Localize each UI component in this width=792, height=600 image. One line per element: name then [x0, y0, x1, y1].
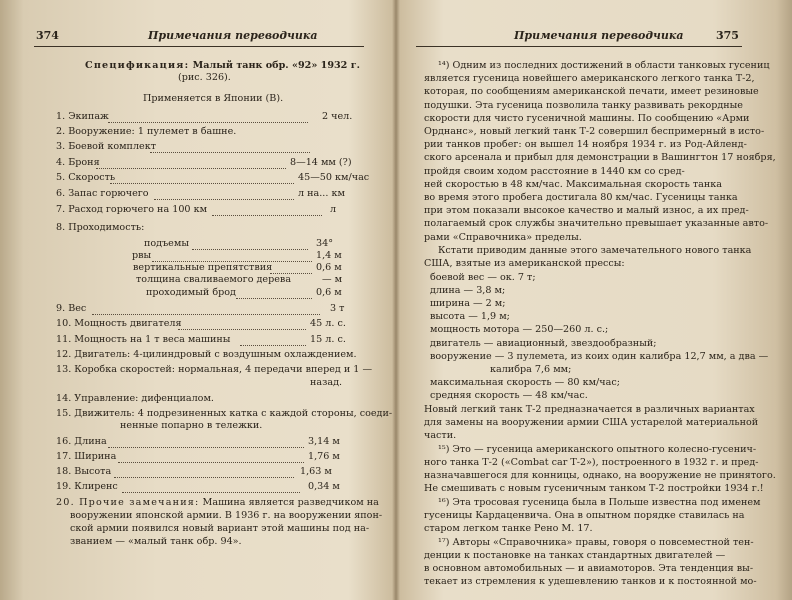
- text-line: текает из стремления к удешевлению танков и к постоянной мо-: [424, 576, 757, 588]
- text-line: при этом показали высокое качество и малый износ, а их пред-: [424, 205, 749, 217]
- spec-13-line1: 13. Коробка скоростей: нормальная, 4 передачи вперед и 1 —: [56, 364, 373, 375]
- spec-5-value: 45—50 км/час: [298, 172, 370, 183]
- text-line: ней скоростью в 48 км/час. Максимальная скорость танка: [424, 178, 722, 190]
- text-line: двигатель — авиационный, звездообразный;: [430, 337, 657, 349]
- spec-13-line2: назад.: [310, 377, 343, 388]
- text-line: рами «Справочника» пределы.: [424, 231, 582, 243]
- passability-2-label: рвы: [132, 250, 152, 261]
- text-line: США, взятые из американской прессы:: [424, 258, 625, 270]
- passability-1-value: 34°: [316, 238, 334, 249]
- spec-17-label: 17. Ширина: [56, 451, 117, 462]
- leader-dots: [240, 344, 306, 346]
- leader-dots: [92, 313, 320, 315]
- passability-3-value: 0,6 м: [316, 262, 342, 273]
- leader-dots: [150, 151, 310, 153]
- text-line: вооружение — 3 пулемета, из коих один калибра 12,7 мм, а два —: [430, 350, 769, 362]
- spec-11-label: 11. Мощность на 1 т веса машины: [56, 334, 231, 345]
- spec-15-line2: ненные попарно в тележки.: [120, 420, 263, 431]
- leader-dots: [178, 328, 306, 330]
- leader-dots: [108, 121, 308, 123]
- spec-20-text: Машина является разведчиком на: [202, 497, 379, 508]
- passability-4-value: — м: [322, 274, 343, 285]
- spec-5-label: 5. Скорость: [56, 172, 116, 183]
- text-line: длина — 3,8 м;: [430, 284, 506, 296]
- spec-20-line4: званием — «малый танк обр. 94».: [70, 536, 242, 547]
- text-line: максимальная скорость — 80 км/час;: [430, 377, 620, 389]
- spec-7-label: 7. Расход горючего на 100 км: [56, 204, 208, 215]
- text-line: Не смешивать с новым гусеничным танком Т-2 постройки 1934 г.!: [424, 483, 764, 495]
- text-line: средняя скорость — 48 км/час.: [430, 390, 588, 402]
- page-number-right: 375: [716, 29, 739, 42]
- text-line: ¹⁵) Это — гусеница американского опытного колесно-гусенич-: [438, 443, 757, 455]
- spec-3-label: 3. Боевой комплект: [56, 141, 157, 152]
- spec-4-label: 4. Броня: [56, 157, 100, 168]
- spec-20-line1: [56, 497, 379, 509]
- spec-7-value: л: [330, 204, 337, 215]
- spec-1-value: 2 чел.: [322, 111, 353, 122]
- text-line: боевой вес — ок. 7 т;: [430, 271, 536, 283]
- text-line: в основном автомобильных — и авиамоторов. Эта тенденция вы-: [424, 563, 754, 575]
- text-line: полагаемый срок службы значительно превышает указанные авто-: [424, 218, 769, 230]
- text-line: подушки. Эта гусеница позволила танку развивать рекордные: [424, 99, 743, 111]
- applied-in: Применяется в Японии (В).: [143, 93, 284, 104]
- text-line: денции к постановке на танках стандартных двигателей —: [424, 550, 726, 561]
- passability-2-value: 1,4 м: [316, 250, 342, 261]
- text-line: которая, по сообщениям американской печати, имеет резиновые: [424, 86, 759, 98]
- text-line: скорости для чисто гусеничной машины. По сообщению «Арми: [424, 112, 750, 124]
- passability-5-value: 0,6 м: [316, 287, 342, 298]
- text-line: ¹⁷) Авторы «Справочника» правы, говоря о повсеместной тен-: [438, 536, 754, 548]
- running-head-left: Примечания переводчика: [148, 29, 318, 42]
- spec-16-value: 3,14 м: [308, 436, 340, 447]
- passability-4-label: толщина сваливаемого дерева: [136, 274, 292, 285]
- passability-5-label: проходимый брод: [146, 287, 236, 298]
- text-line: для замены на вооружении армии США устарелой материальной: [424, 416, 759, 428]
- text-line: старом легком танке Рено М. 17.: [424, 523, 593, 535]
- text-line: является гусеница новейшего американского легкого танка Т-2,: [424, 73, 755, 85]
- spec-12: 12. Двигатель: 4-цилиндровый с воздушным охлаждением.: [56, 349, 357, 360]
- text-line: гусеницы Кардаценвича. Она в опытном порядке ставилась на: [424, 510, 745, 521]
- text-line: Новый легкий танк Т-2 предназначается в различных вариантах: [424, 403, 755, 415]
- spec-title-main: Малый танк обр. «92» 1932 г.: [192, 60, 360, 71]
- header-rule-right: [416, 46, 742, 47]
- text-line: ского арсенала и прибыл для демонстрации в Вашингтон 17 ноября,: [424, 152, 776, 164]
- leader-dots: [108, 446, 304, 448]
- text-line: пройдя своим ходом расстояние в 1440 км со сред-: [424, 165, 685, 177]
- text-line: части.: [424, 430, 457, 441]
- text-line: назначавшегося для конницы, однако, на вооружение не принятого.: [424, 470, 776, 481]
- spec-20-line2: вооружении японской армии. В 1936 г. на вооружении япон-: [70, 510, 383, 521]
- spec-9-label: 9. Вес: [56, 303, 87, 314]
- leader-dots: [110, 182, 294, 184]
- right-page: [396, 0, 792, 600]
- spec-title-label: Спецификация:: [85, 60, 190, 71]
- spec-6-value: л на... км: [298, 188, 345, 199]
- text-line: рии танков пробег: он вышел 14 ноября 1934 г. из Род-Айленд-: [424, 139, 747, 151]
- text-line: калибра 7,6 мм;: [490, 364, 572, 375]
- spec-8-label: 8. Проходимость:: [56, 222, 145, 233]
- spec-1-label: 1. Экипаж: [56, 111, 109, 122]
- leader-dots: [122, 491, 300, 493]
- text-line: высота — 1,9 м;: [430, 311, 510, 323]
- spec-16-label: 16. Длина: [56, 436, 107, 447]
- text-line: ¹⁴) Одним из последних достижений в области танковых гусениц: [438, 60, 770, 71]
- leader-dots: [212, 214, 322, 216]
- spec-2-label: 2. Вооружение: 1 пулемет в башне.: [56, 126, 237, 137]
- spec-14: 14. Управление: дифенциалом.: [56, 393, 214, 404]
- spec-20-label: 20. Прочие замечания:: [56, 497, 200, 508]
- leader-dots: [114, 476, 294, 478]
- spec-10-value: 45 л. с.: [310, 318, 346, 329]
- spec-18-value: 1,63 м: [300, 466, 332, 477]
- spec-title: [85, 60, 360, 72]
- spec-9-value: 3 т: [330, 303, 345, 314]
- spec-18-label: 18. Высота: [56, 466, 112, 477]
- text-line: ширина — 2 м;: [430, 298, 506, 309]
- figure-ref: (рис. 326).: [178, 72, 231, 83]
- passability-1-label: подъемы: [144, 238, 189, 249]
- text-line: во время этого пробега достигала 80 км/час. Гусеницы танка: [424, 192, 738, 203]
- spec-17-value: 1,76 м: [308, 451, 340, 462]
- text-line: Кстати приводим данные этого замечательного нового танка: [438, 245, 752, 257]
- text-line: ного танка Т-2 («Combat car Т-2»), построенного в 1932 г. и пред-: [424, 456, 759, 468]
- spec-10-label: 10. Мощность двигателя: [56, 318, 182, 329]
- text-line: ¹⁶) Эта тросовая гусеница была в Польше известна под именем: [438, 496, 761, 508]
- passability-3-label: вертикальные препятствия: [133, 262, 273, 273]
- spec-20-line3: ской армии появился новый вариант этой машины под на-: [70, 523, 370, 534]
- text-line: мощность мотора — 250—260 л. с.;: [430, 324, 609, 336]
- leader-dots: [192, 248, 308, 250]
- spec-11-value: 15 л. с.: [310, 334, 346, 345]
- leader-dots: [236, 297, 312, 299]
- spec-15-line1: 15. Движитель: 4 подрезиненных катка с каждой стороны, соеди-: [56, 408, 393, 419]
- spec-6-label: 6. Запас горючего: [56, 188, 149, 199]
- spec-19-value: 0,34 м: [308, 481, 340, 492]
- leader-dots: [118, 461, 304, 463]
- text-line: Орднанс», новый легкий танк Т-2 совершил беспримерный в исто-: [424, 126, 765, 137]
- running-head-right: Примечания переводчика: [514, 29, 684, 42]
- spec-19-label: 19. Клиренс: [56, 481, 118, 492]
- leader-dots: [96, 167, 286, 169]
- leader-dots: [154, 198, 294, 200]
- page-number-left: 374: [36, 29, 59, 42]
- spec-4-value: 8—14 мм (?): [290, 157, 352, 168]
- header-rule-left: [34, 46, 364, 47]
